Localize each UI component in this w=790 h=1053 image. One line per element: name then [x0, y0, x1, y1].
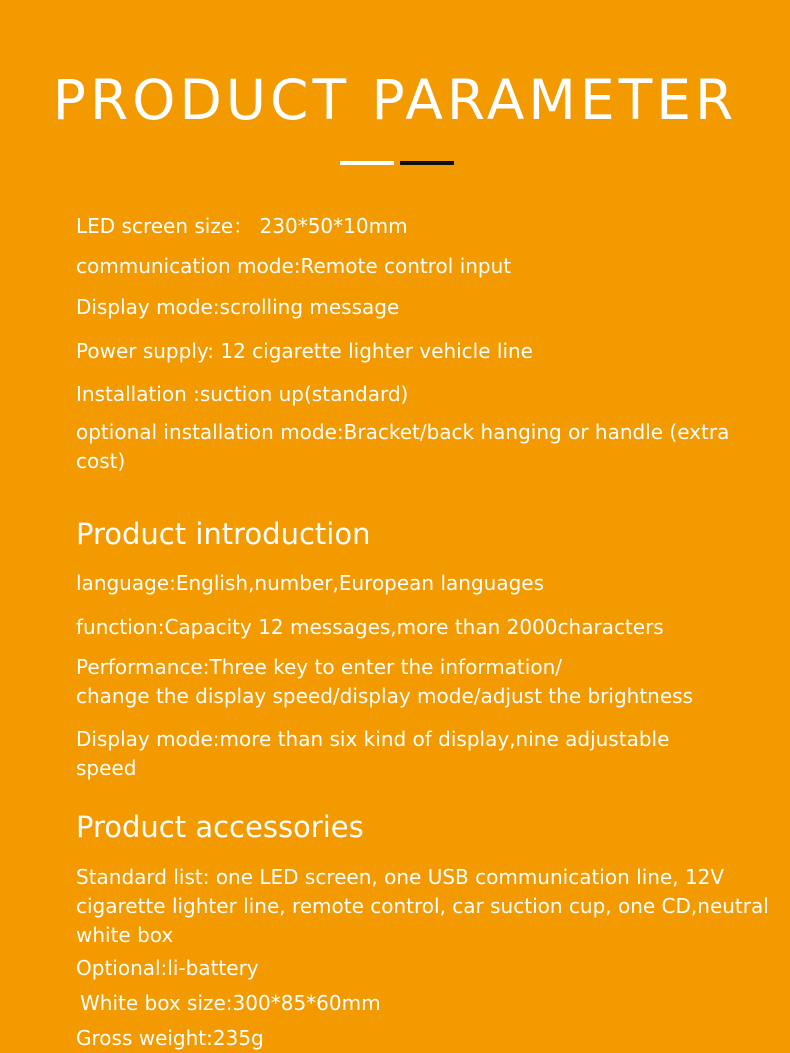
title-underline-white	[340, 161, 394, 165]
param-screen-size: LED screen size： 230*50*10mm	[76, 214, 408, 238]
intro-performance: Performance:Three key to enter the information/	[76, 655, 562, 679]
param-communication-mode: communication mode:Remote control input	[76, 254, 512, 278]
intro-language: language:English,number,European languages	[76, 571, 544, 595]
param-installation: Installation :suction up(standard)	[76, 382, 409, 406]
title-underline-black	[400, 161, 454, 165]
accessory-gross-weight: Gross weight:235g	[76, 1026, 264, 1050]
accessory-standard-list: Standard list: one LED screen, one USB communication line, 12V cigarette lighter line, remote control, car suction cup, one CD,neutral white box	[76, 865, 769, 947]
intro-function: function:Capacity 12 messages,more than 2000characters	[76, 615, 664, 639]
param-optional-installation: optional installation mode:Bracket/back hanging or handle (extra cost)	[76, 420, 730, 473]
param-power-supply: Power supply: 12 cigarette lighter vehicle line	[76, 339, 533, 363]
accessories-heading: Product accessories	[76, 810, 364, 844]
accessory-box-size: White box size:300*85*60mm	[80, 991, 381, 1015]
introduction-heading: Product introduction	[76, 517, 371, 551]
intro-performance-cont: change the display speed/display mode/adjust the brightness	[76, 684, 693, 708]
param-display-mode: Display mode:scrolling message	[76, 295, 400, 319]
accessory-optional: Optional:li-battery	[76, 956, 259, 980]
page-title: PRODUCT PARAMETER	[52, 68, 738, 132]
intro-display-mode: Display mode:more than six kind of display,nine adjustable speed	[76, 727, 670, 780]
